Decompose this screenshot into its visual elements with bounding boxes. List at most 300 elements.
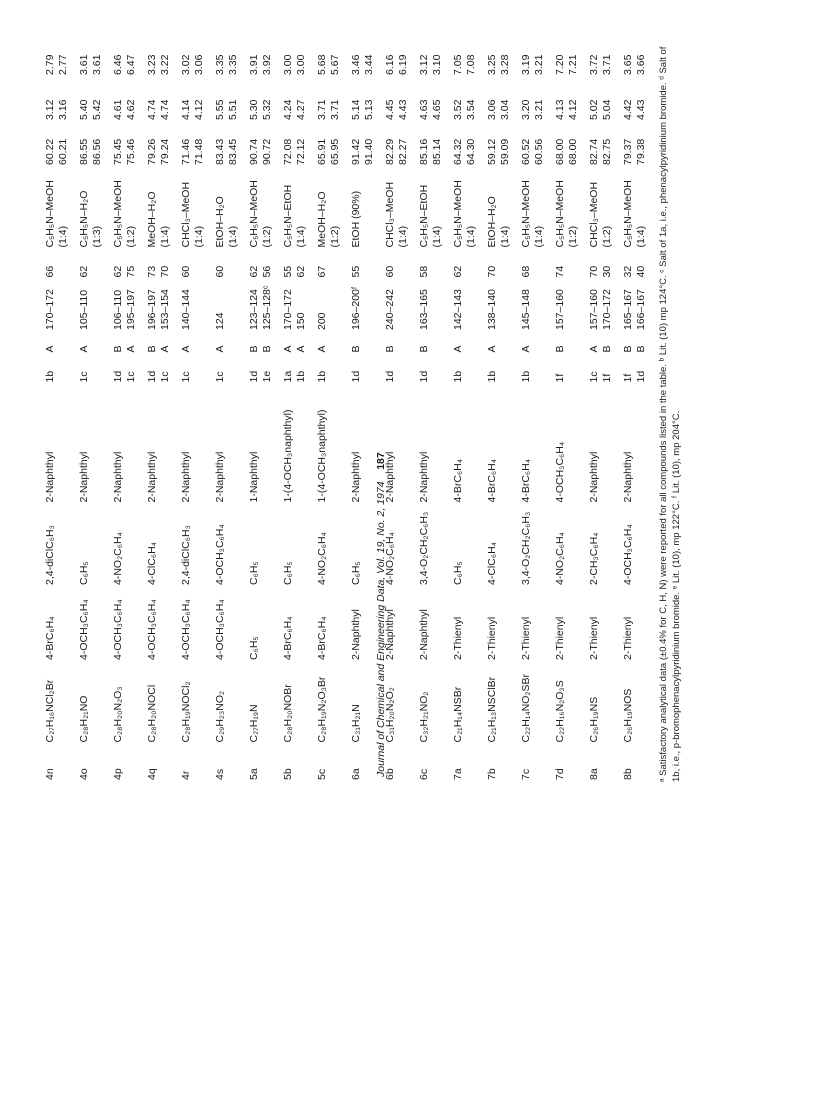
- solvent: (1:4): [192, 225, 205, 248]
- melting-point: 195–197: [124, 289, 137, 330]
- solvent: (1:4): [430, 225, 443, 248]
- salt-cell: [176, 355, 210, 385]
- substituent-ar1: 2-Thienyl: [588, 616, 600, 660]
- nitrogen-value: 7.21: [566, 54, 579, 75]
- nitrogen-value: 7.05: [452, 54, 464, 75]
- substituent-ar1-cell: [40, 587, 74, 662]
- carbon-value: 60.56: [532, 138, 545, 165]
- solvent: (1:4): [396, 225, 409, 248]
- carbon-value-cell: [618, 122, 652, 167]
- carbon-value: 82.29: [384, 138, 396, 165]
- substituent-ar3-cell: [414, 385, 448, 505]
- solvent: C₅H₅N–MeOH: [520, 180, 532, 248]
- substituent-ar3: 2-Naphthyl: [214, 451, 226, 503]
- solvent: EtOH–H₂O: [214, 196, 226, 248]
- carbon-value: 82.75: [600, 138, 613, 165]
- method-cell: [40, 332, 74, 355]
- solvent: C₅H₅N–MeOH: [44, 180, 56, 248]
- method: B: [554, 345, 566, 353]
- melting-point: 140–144: [180, 289, 192, 330]
- hydrogen-value-cell: [210, 77, 244, 122]
- table-row: [516, 32, 550, 782]
- solvent: CHCl₃–MeOH: [180, 181, 192, 248]
- formula-cell: [414, 662, 448, 745]
- salt-cell: [40, 355, 74, 385]
- substituent-ar2-cell: [74, 505, 108, 588]
- yield: 73: [146, 265, 158, 278]
- hydrogen-value-cell: [278, 77, 312, 122]
- method-cell: [210, 332, 244, 355]
- solvent: (1:4): [634, 225, 647, 248]
- solvent: C₅H₅N–EtOH: [418, 184, 430, 248]
- hydrogen-value: 5.04: [600, 99, 613, 120]
- hydrogen-value-cell: [142, 77, 176, 122]
- salt-cell: [550, 355, 584, 385]
- carbon-value: 72.08: [282, 138, 294, 165]
- solvent: (1:4): [226, 225, 239, 248]
- formula-cell: [584, 662, 618, 745]
- melting-point-cell: [380, 280, 414, 333]
- compound-id: 4o: [78, 768, 90, 780]
- hydrogen-value: 4.65: [430, 99, 443, 120]
- solvent-cell: [482, 167, 516, 250]
- solvent-cell: [74, 167, 108, 250]
- substituent-ar1: 4-OCH₃C₆H₄: [180, 599, 192, 660]
- carbon-value: 86.56: [90, 138, 103, 165]
- hydrogen-value: 3.71: [316, 99, 328, 120]
- substituent-ar3-cell: [40, 385, 74, 505]
- hydrogen-value: 5.13: [362, 99, 375, 120]
- solvent-cell: [414, 167, 448, 250]
- hydrogen-value-cell: [176, 77, 210, 122]
- journal-citation: Journal of Chemical and Engineering Data, Vol. 19, No. 2, 1974: [375, 481, 387, 777]
- salt: 1d: [418, 370, 430, 383]
- substituent-ar2: C₆H₅: [452, 561, 464, 585]
- carbon-value: 85.16: [418, 138, 430, 165]
- substituent-ar3: 2-Naphthyl: [350, 451, 362, 503]
- solvent-cell: [40, 167, 74, 250]
- table-row: [176, 32, 210, 782]
- salt: 1d: [112, 370, 124, 383]
- table-row: [312, 32, 346, 782]
- carbon-value: 90.74: [248, 138, 260, 165]
- nitrogen-value-cell: [176, 32, 210, 77]
- melting-point-cell: [584, 280, 618, 333]
- formula: C₂₈H₂₀N₂O₃: [112, 686, 124, 743]
- compound-id: 5c: [316, 768, 328, 780]
- carbon-value-cell: [278, 122, 312, 167]
- compound-id: 8b: [622, 768, 634, 780]
- solvent-cell: [312, 167, 346, 250]
- hydrogen-value: 5.40: [78, 99, 90, 120]
- compound-id-cell: [40, 745, 74, 783]
- carbon-value: 79.37: [622, 138, 634, 165]
- method: B: [146, 345, 158, 353]
- method-cell: [380, 332, 414, 355]
- substituent-ar1: 4-OCH₃C₆H₄: [146, 599, 158, 660]
- salt: 1c: [180, 371, 192, 383]
- hydrogen-value-cell: [448, 77, 482, 122]
- method-cell: [278, 332, 312, 355]
- hydrogen-value-cell: [550, 77, 584, 122]
- hydrogen-value: 4.74: [146, 99, 158, 120]
- yield-cell: [210, 250, 244, 280]
- nitrogen-value-cell: [210, 32, 244, 77]
- nitrogen-value-cell: [40, 32, 74, 77]
- method: A: [588, 345, 600, 353]
- compound-id-cell: [550, 745, 584, 783]
- table-row: [278, 32, 312, 782]
- substituent-ar2-cell: [414, 505, 448, 588]
- nitrogen-value: 6.47: [124, 54, 137, 75]
- yield: 62: [78, 265, 90, 278]
- salt-cell: [142, 355, 176, 385]
- substituent-ar2: C₆H₅: [248, 561, 260, 585]
- yield: 70: [486, 265, 498, 278]
- melting-point: 105–110: [78, 289, 90, 330]
- nitrogen-value: 3.66: [634, 54, 647, 75]
- carbon-value: 64.32: [452, 138, 464, 165]
- substituent-ar2: C₆H₅: [350, 561, 362, 585]
- substituent-ar2-cell: [210, 505, 244, 588]
- salt: 1b: [44, 370, 56, 383]
- solvent-cell: [278, 167, 312, 250]
- nitrogen-value: 3.91: [248, 54, 260, 75]
- carbon-value-cell: [346, 122, 380, 167]
- solvent-cell: [448, 167, 482, 250]
- melting-point-cell: [482, 280, 516, 333]
- substituent-ar3-cell: [550, 385, 584, 505]
- formula-cell: [312, 662, 346, 745]
- salt: 1f: [622, 373, 634, 383]
- nitrogen-value-cell: [482, 32, 516, 77]
- carbon-value-cell: [108, 122, 142, 167]
- salt: 1d: [384, 370, 396, 383]
- formula-cell: [482, 662, 516, 745]
- melting-point: 150: [294, 312, 307, 330]
- substituent-ar3: 1-(4-OCH₃naphthyl): [282, 409, 294, 503]
- substituent-ar2: 4-OCH₃C₆H₄: [214, 524, 226, 585]
- method: B: [600, 345, 613, 353]
- yield-cell: [278, 250, 312, 280]
- solvent: C₅H₅N–MeOH: [248, 180, 260, 248]
- nitrogen-value: 3.19: [520, 54, 532, 75]
- nitrogen-value: 3.35: [226, 54, 239, 75]
- yield: 60: [214, 265, 226, 278]
- compound-id-cell: [74, 745, 108, 783]
- substituent-ar1: 4-BrC₆H₄: [316, 616, 328, 660]
- method-cell: [244, 332, 278, 355]
- formula-cell: [244, 662, 278, 745]
- substituent-ar1-cell: [278, 587, 312, 662]
- formula-cell: [550, 662, 584, 745]
- salt-cell: [584, 355, 618, 385]
- carbon-value: 79.24: [158, 138, 171, 165]
- solvent: C₅H₅N–EtOH: [282, 184, 294, 248]
- method: B: [634, 345, 647, 353]
- hydrogen-value: 3.16: [56, 99, 69, 120]
- nitrogen-value-cell: [448, 32, 482, 77]
- nitrogen-value: 6.46: [112, 54, 124, 75]
- salt: 1c: [158, 371, 171, 383]
- solvent-cell: [108, 167, 142, 250]
- substituent-ar2: 2,4-diClC₆H₃: [44, 525, 56, 585]
- salt: 1c: [588, 371, 600, 383]
- table-footnote: ᵃ Satisfactory analytical data (±0.4% for C, H, N) were reported for all compounds listed in the table. ᵇ Lit. (10) mp 124°C. ᶜ Salt of 1a, i.e., phenacylpyridinium bromide. ᵈ Salt of 1b, i.e., p-bromophenacylpyridinium bromide. ᵉ Lit. (10), mp 122°C. ᶠ Lit. (10), mp 204°C.: [658, 46, 682, 782]
- carbon-value: 65.91: [316, 138, 328, 165]
- formula: C₂₆H₁₉NS: [588, 696, 600, 743]
- salt-cell: [108, 355, 142, 385]
- formula: C₂₆H₁₉NOS: [622, 688, 634, 743]
- method: A: [158, 345, 171, 353]
- substituent-ar1-cell: [618, 587, 652, 662]
- carbon-value: 60.22: [44, 138, 56, 165]
- solvent: MeOH–H₂O: [146, 191, 158, 248]
- salt-cell: [482, 355, 516, 385]
- formula: C₂₈H₁₉N₂O₃Br: [316, 676, 328, 743]
- hydrogen-value-cell: [74, 77, 108, 122]
- hydrogen-value: 3.12: [44, 99, 56, 120]
- melting-point-cell: [550, 280, 584, 333]
- compound-id-cell: [108, 745, 142, 783]
- melting-point: 157–160: [588, 289, 600, 330]
- nitrogen-value: 3.06: [192, 54, 205, 75]
- compound-id-cell: [448, 745, 482, 783]
- salt-cell: [414, 355, 448, 385]
- hydrogen-value: 4.43: [396, 99, 409, 120]
- substituent-ar2: C₆H₅: [78, 561, 90, 585]
- substituent-ar3-cell: [448, 385, 482, 505]
- yield: 55: [350, 265, 362, 278]
- nitrogen-value: 3.46: [350, 54, 362, 75]
- nitrogen-value: 3.23: [146, 54, 158, 75]
- melting-point: 142–143: [452, 289, 464, 330]
- substituent-ar2-cell: [142, 505, 176, 588]
- nitrogen-value: 6.16: [384, 54, 396, 75]
- solvent: (1:2): [260, 225, 273, 248]
- yield: 60: [180, 265, 192, 278]
- substituent-ar1: 2-Thienyl: [622, 616, 634, 660]
- substituent-ar2: 4-NO₂C₆H₄: [554, 532, 566, 585]
- substituent-ar1-cell: [414, 587, 448, 662]
- substituent-ar2-cell: [108, 505, 142, 588]
- substituent-ar3-cell: [176, 385, 210, 505]
- formula-cell: [210, 662, 244, 745]
- carbon-value: 64.30: [464, 138, 477, 165]
- yield: 70: [588, 265, 600, 278]
- table-row: [142, 32, 176, 782]
- solvent: (1:4): [158, 225, 171, 248]
- carbon-value: 75.46: [124, 138, 137, 165]
- yield-cell: [176, 250, 210, 280]
- solvent: (1:4): [498, 225, 511, 248]
- melting-point-cell: [40, 280, 74, 333]
- yield: 67: [316, 265, 328, 278]
- hydrogen-value: 5.51: [226, 99, 239, 120]
- carbon-value: 86.55: [78, 138, 90, 165]
- melting-point-cell: [74, 280, 108, 333]
- substituent-ar3-cell: [142, 385, 176, 505]
- yield: 74: [554, 265, 566, 278]
- method-cell: [516, 332, 550, 355]
- formula: C₂₈H₂₀NOBr: [282, 684, 294, 743]
- carbon-value: 65.95: [328, 138, 341, 165]
- hydrogen-value-cell: [516, 77, 550, 122]
- substituent-ar2-cell: [550, 505, 584, 588]
- carbon-value-cell: [312, 122, 346, 167]
- carbon-value-cell: [40, 122, 74, 167]
- substituent-ar1-cell: [448, 587, 482, 662]
- nitrogen-value-cell: [618, 32, 652, 77]
- substituent-ar1: 4-BrC₆H₄: [282, 616, 294, 660]
- hydrogen-value-cell: [40, 77, 74, 122]
- nitrogen-value: 3.25: [486, 54, 498, 75]
- solvent-cell: [380, 167, 414, 250]
- melting-point: 170–172: [282, 289, 294, 330]
- yield-cell: [482, 250, 516, 280]
- carbon-value-cell: [550, 122, 584, 167]
- formula-cell: [142, 662, 176, 745]
- carbon-value: 82.74: [588, 138, 600, 165]
- melting-point-cell: [210, 280, 244, 333]
- analytical-data-table: [40, 32, 652, 782]
- compound-id-cell: [482, 745, 516, 783]
- method: A: [520, 345, 532, 353]
- method-cell: [618, 332, 652, 355]
- rotated-table-page: [40, 32, 780, 782]
- carbon-value-cell: [176, 122, 210, 167]
- melting-point-cell: [618, 280, 652, 333]
- method: A: [214, 345, 226, 353]
- substituent-ar2-cell: [448, 505, 482, 588]
- solvent: (1:4): [464, 225, 477, 248]
- carbon-value: 75.45: [112, 138, 124, 165]
- yield: 62: [294, 265, 307, 278]
- method: A: [316, 345, 328, 353]
- formula-cell: [74, 662, 108, 745]
- nitrogen-value: 2.79: [44, 54, 56, 75]
- substituent-ar1-cell: [108, 587, 142, 662]
- substituent-ar3-cell: [618, 385, 652, 505]
- yield: 56: [260, 265, 273, 278]
- hydrogen-value-cell: [244, 77, 278, 122]
- method: B: [384, 345, 396, 353]
- hydrogen-value-cell: [346, 77, 380, 122]
- carbon-value-cell: [74, 122, 108, 167]
- method: A: [124, 345, 137, 353]
- salt: 1d: [248, 370, 260, 383]
- nitrogen-value-cell: [516, 32, 550, 77]
- hydrogen-value: 5.42: [90, 99, 103, 120]
- yield-cell: [346, 250, 380, 280]
- carbon-value-cell: [448, 122, 482, 167]
- hydrogen-value-cell: [312, 77, 346, 122]
- carbon-value: 60.52: [520, 138, 532, 165]
- formula-cell: [40, 662, 74, 745]
- melting-point: 153–154: [158, 289, 171, 330]
- nitrogen-value-cell: [550, 32, 584, 77]
- solvent: C₅H₅N–H₂O: [78, 190, 90, 248]
- method-cell: [108, 332, 142, 355]
- carbon-value: 79.26: [146, 138, 158, 165]
- hydrogen-value: 3.71: [328, 99, 341, 120]
- substituent-ar2-cell: [584, 505, 618, 588]
- formula: C₃₁H₂₀N₂O₂: [384, 687, 396, 743]
- yield-cell: [550, 250, 584, 280]
- carbon-value: 83.45: [226, 138, 239, 165]
- hydrogen-value-cell: [584, 77, 618, 122]
- carbon-value-cell: [584, 122, 618, 167]
- substituent-ar2-cell: [516, 505, 550, 588]
- substituent-ar2-cell: [176, 505, 210, 588]
- nitrogen-value: 3.22: [158, 54, 171, 75]
- substituent-ar1: 4-BrC₆H₄: [44, 616, 56, 660]
- hydrogen-value: 4.24: [282, 99, 294, 120]
- salt: 1f: [554, 373, 566, 383]
- method-cell: [550, 332, 584, 355]
- substituent-ar1: 2-Thienyl: [452, 616, 464, 660]
- melting-point: 165–167: [622, 289, 634, 330]
- table-row: [414, 32, 448, 782]
- substituent-ar3: 2-Naphthyl: [588, 451, 600, 503]
- formula: C₂₈H₂₁NO: [78, 695, 90, 743]
- substituent-ar2: 4-OCH₃C₆H₄: [622, 524, 634, 585]
- hydrogen-value: 4.12: [192, 99, 205, 120]
- substituent-ar1-cell: [312, 587, 346, 662]
- yield: 40: [634, 265, 647, 278]
- formula-cell: [516, 662, 550, 745]
- formula: C₃₂H₂₁NO₂: [418, 691, 430, 743]
- hydrogen-value: 4.61: [112, 99, 124, 120]
- compound-id: 8a: [588, 768, 600, 780]
- substituent-ar3: 1-Naphthyl: [248, 451, 260, 503]
- substituent-ar2: 2,4-diClC₆H₃: [180, 525, 192, 585]
- compound-id: 4n: [44, 768, 56, 780]
- hydrogen-value: 4.13: [554, 99, 566, 120]
- method-cell: [312, 332, 346, 355]
- yield-cell: [414, 250, 448, 280]
- compound-id: 4r: [180, 770, 192, 780]
- nitrogen-value: 6.19: [396, 54, 409, 75]
- carbon-value-cell: [516, 122, 550, 167]
- carbon-value-cell: [380, 122, 414, 167]
- formula: C₃₁H₂₁N: [350, 704, 362, 743]
- hydrogen-value-cell: [618, 77, 652, 122]
- formula-cell: [108, 662, 142, 745]
- compound-id-cell: [414, 745, 448, 783]
- carbon-value: 85.14: [430, 138, 443, 165]
- table-row: [74, 32, 108, 782]
- hydrogen-value: 3.20: [520, 99, 532, 120]
- nitrogen-value-cell: [312, 32, 346, 77]
- formula-cell: [618, 662, 652, 745]
- method-cell: [142, 332, 176, 355]
- carbon-value: 90.72: [260, 138, 273, 165]
- solvent: (1:4): [532, 225, 545, 248]
- salt: 1b: [486, 370, 498, 383]
- hydrogen-value: 4.62: [124, 99, 137, 120]
- salt: 1e: [260, 370, 273, 383]
- substituent-ar3: 4-BrC₆H₄: [520, 458, 532, 503]
- salt-cell: [278, 355, 312, 385]
- hydrogen-value: 3.52: [452, 99, 464, 120]
- formula: C₂₇H₁₉N: [248, 704, 260, 743]
- substituent-ar3: 4-BrC₆H₄: [452, 458, 464, 503]
- salt: 1a: [282, 370, 294, 383]
- substituent-ar2-cell: [618, 505, 652, 588]
- compound-id: 4s: [214, 768, 226, 780]
- substituent-ar2: 2-CH₃C₆H₄: [588, 532, 600, 585]
